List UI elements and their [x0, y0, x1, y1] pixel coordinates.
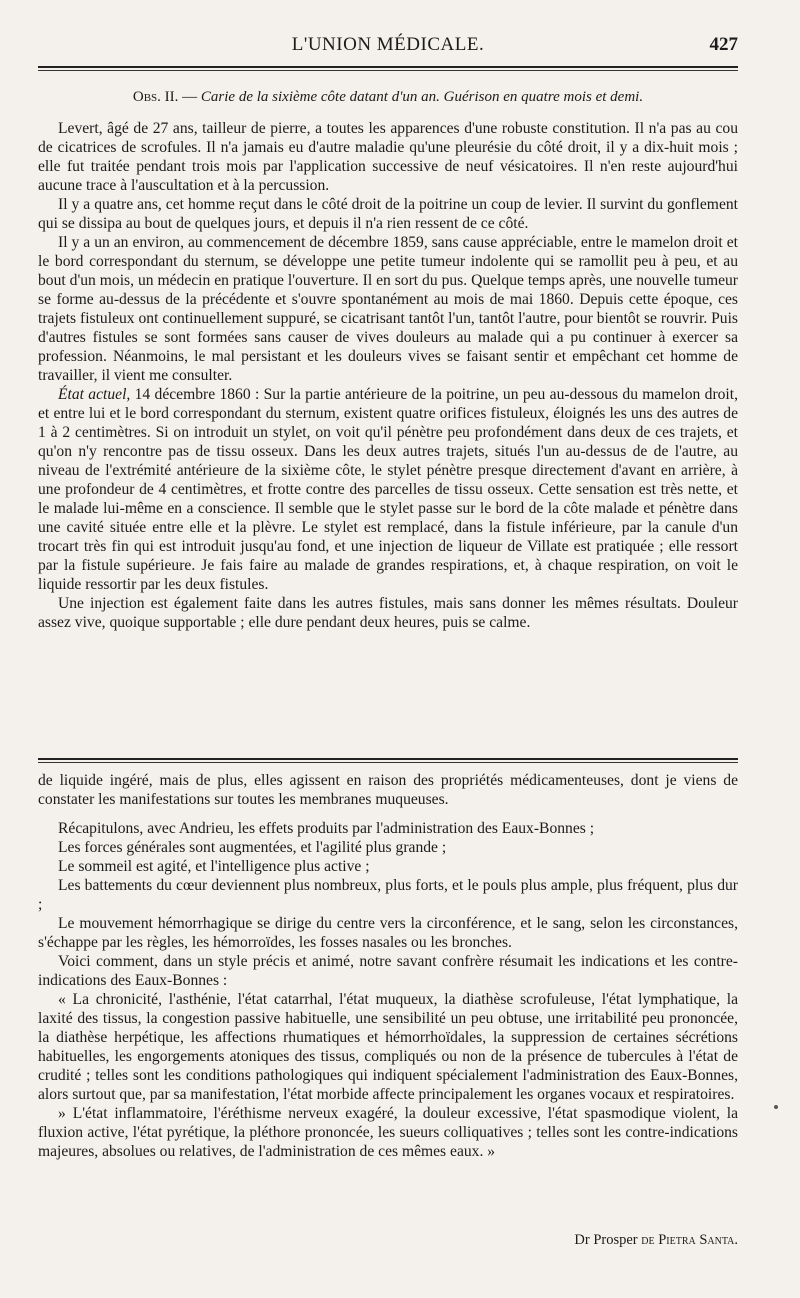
etat-label: État actuel,	[58, 386, 131, 403]
eaux-bonnes-article	[38, 771, 738, 1161]
paragraph: Le sommeil est agité, et l'intelligence plus active ;	[58, 858, 370, 875]
paragraph-etat-actuel	[38, 385, 738, 594]
paper-speck	[774, 1105, 778, 1109]
paragraph: Levert, âgé de 27 ans, tailleur de pierre, a toutes les apparences d'une robuste constitution. Il n'a pas au cou de cicatrices de scrofules. Il n'a jamais eu d'autre maladie qu'une pleurésie du côté droit, il y a dix-huit mois ; elle fut traitée pendant trois mois par l'application successive de neuf vésicatoires. Il n'en reste aujourd'hui aucune trace à l'auscultation et à la percussion.	[38, 120, 738, 194]
paragraph: Il y a quatre ans, cet homme reçut dans le côté droit de la poitrine un coup de levier. Il survint du gonflement qui se dissipa au bout de quelques jours, et depuis il n'a rien ressent de ce côté.	[38, 196, 738, 232]
author-signature	[38, 1232, 738, 1249]
paragraph: Les battements du cœur deviennent plus nombreux, plus forts, et le pouls plus ample, plus fréquent, plus dur ;	[38, 877, 738, 913]
paragraph: Il y a un an environ, au commencement de décembre 1859, sans cause appréciable, entre le mamelon droit et le bord correspondant du sternum, se développe une petite tumeur indolente qui se ramollit peu à peu, et au bout d'un mois, un médecin en pratique l'ouverture. Il en sort du pus. Quelque temps après, une nouvelle tumeur se forme au-dessus de la précédente et s'ouvre spontanément au mois de mai 1860. Depuis cette époque, ces trajets fistuleux ont continuellement suppuré, se cicatrisant tantôt l'un, tantôt l'autre, pour bientôt se rouvrir. Puis d'autres fistules se sont formées sans causer de vives douleurs au malade qui a pu continuer à exercer sa profession. Néanmoins, le mal persistant et les douleurs vives se faisant sentir et empêchant cet homme de travailler, il vient me consulter.	[38, 234, 738, 384]
observation-heading	[38, 89, 738, 106]
paragraph: Récapitulons, avec Andrieu, les effets produits par l'administration des Eaux-Bonnes ;	[58, 820, 595, 837]
signature-name: de Pietra Santa.	[641, 1232, 738, 1248]
observation-title: Carie de la sixième côte datant d'un an. Guérison en quatre mois et demi.	[200, 89, 644, 105]
paragraph: Le mouvement hémorrhagique se dirige du centre vers la circonférence, et le sang, selon les circonstances, s'échappe par les règles, les hémorroïdes, les fosses nasales ou les bronches.	[38, 915, 738, 951]
quotation-paragraph: » L'état inflammatoire, l'éréthisme nerveux exagéré, la douleur excessive, l'état spasmodique violent, la fluxion active, l'état pyrétique, la pléthore prononcée, les sueurs colliquatives ; telles sont les contre-indications majeures, absolues ou relatives, de l'administration de ces mêmes eaux. »	[38, 1105, 738, 1160]
observation-label: Obs. II.	[132, 89, 179, 105]
journal-page	[38, 0, 738, 1298]
paragraph: Les forces générales sont augmentées, et l'agilité plus grande ;	[58, 839, 447, 856]
section-rule-thin	[38, 762, 738, 763]
observation-dash: —	[178, 89, 201, 105]
journal-title: L'UNION MÉDICALE.	[291, 34, 485, 55]
section-rule	[38, 758, 738, 760]
quotation-paragraph: « La chronicité, l'asthénie, l'état catarrhal, l'état muqueux, la diathèse scrofuleuse, l'état lymphatique, la laxité des tissus, la congestion passive habituelle, une sensibilité un peu obtuse, une irritabilité peu prononcée, la diathèse herpétique, les affections rhumatiques et hémorrhoïdales, la suppression de certaines sécrétions habituelles, les engorgements atoniques des tissus, compliqués ou non de la présence de tubercules à l'état de crudité ; telles sont les conditions pathologiques qui indiquent spécialement l'administration des Eaux-Bonnes, alors surtout que, par sa manifestation, l'état morbide affecte principalement les organes vocaux et respiratoires.	[38, 991, 738, 1103]
running-header	[38, 34, 738, 58]
page-number: 427	[709, 34, 738, 55]
header-rule-thin	[38, 70, 738, 71]
paragraph: de liquide ingéré, mais de plus, elles agissent en raison des propriétés médicamenteuses, dont je viens de constater les manifestations sur toutes les membranes muqueuses.	[38, 772, 738, 808]
paragraph: Voici comment, dans un style précis et animé, notre savant confrère résumait les indications et les contre-indications des Eaux-Bonnes :	[38, 953, 738, 989]
paragraph: Une injection est également faite dans les autres fistules, mais sans donner les mêmes résultats. Douleur assez vive, quoique supportable ; elle dure pendant deux heures, puis se calme.	[38, 595, 738, 631]
etat-text: 14 décembre 1860 : Sur la partie antérieure de la poitrine, un peu au-dessous du mamelon droit, et entre lui et le bord correspondant du sternum, existent quatre orifices fistuleux, éloignés les uns des autres de 1 à 2 centimètres. Si on introduit un stylet, on voit qu'il pénètre peu profondément dans deux de ces trajets, et qu'on n'y rencontre pas de tissu osseux. Dans les deux autres trajets, situés l'un au-dessus de de l'autre, au niveau de l'extrémité antérieure de la sixième côte, le stylet pénètre presque directement d'avant en arrière, à une profondeur de 4 centimètres, et frotte contre des parcelles de tissu osseux. Cette sensation est très nette, et le malade lui-même en a conscience. Il semble que le stylet passe sur le bord de la côte malade et pénètre dans une cavité située entre elle et la plèvre. Le stylet est remplacé, dans la fistule inférieure, par la canule d'un trocart très fin qui est introduit jusqu'au fond, et une injection de liqueur de Villate est pratiquée ; elle ressort par la fistule supérieure. Je fais faire au malade de grandes respirations, et, à chaque respiration, on voit le liquide ressortir par les deux fistules.	[38, 386, 738, 593]
header-rule	[38, 66, 738, 68]
signature-prefix: Dr Prosper	[574, 1232, 642, 1248]
case-report	[38, 119, 738, 632]
